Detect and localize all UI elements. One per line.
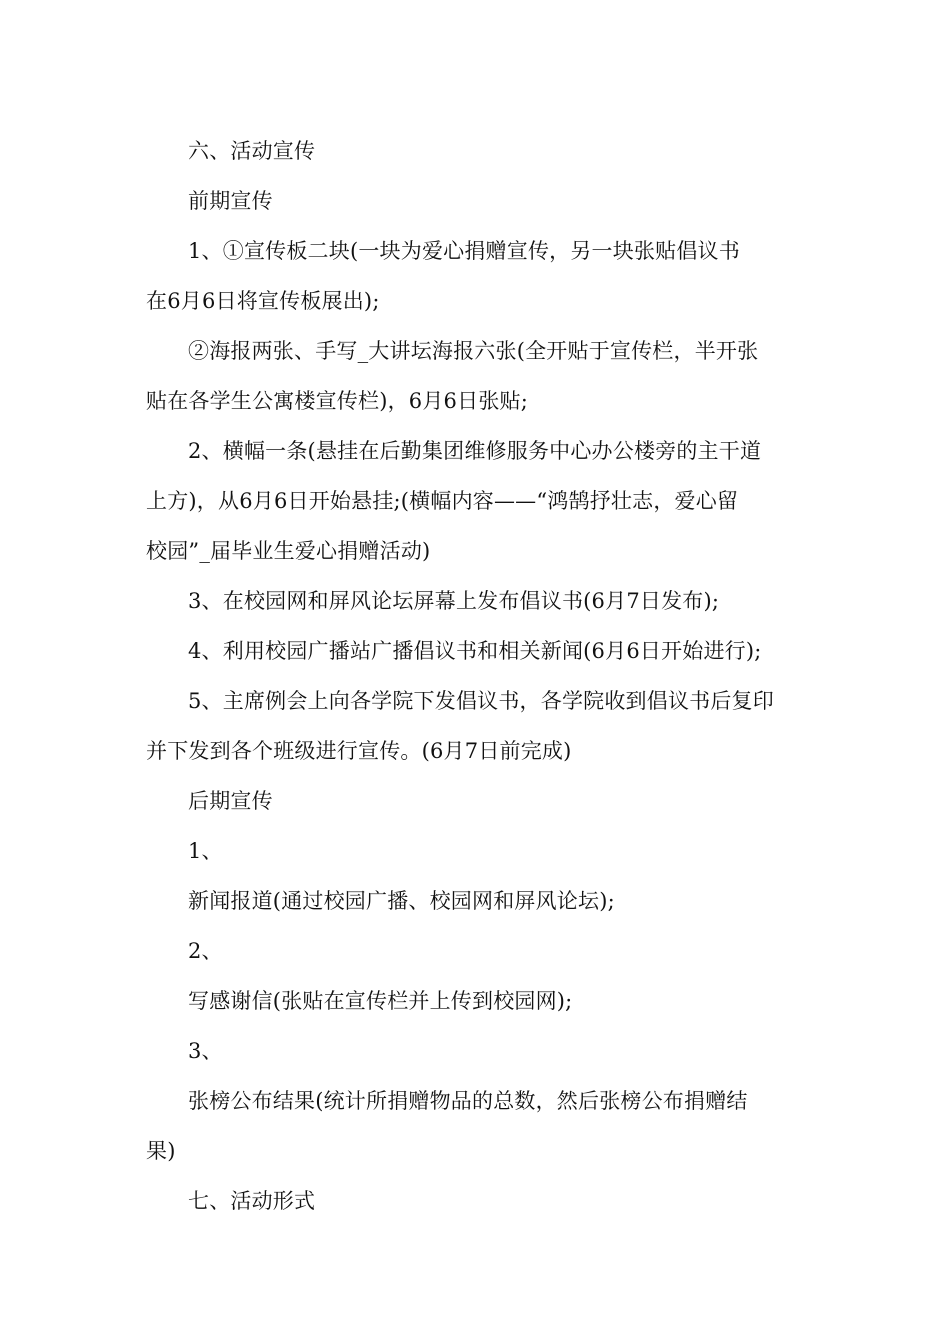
paragraph-line: 校园”_届毕业生爱心捐赠活动) [146,539,431,563]
paragraph-line: 新闻报道(通过校园广播、校园网和屏风论坛); [188,889,615,913]
paragraph-line: 1、①宣传板二块(一块为爱心捐赠宣传，另一块张贴倡议书 [188,239,740,263]
paragraph-line: 张榜公布结果(统计所捐赠物品的总数，然后张榜公布捐赠结 [188,1089,748,1113]
list-number: 3、 [188,1039,223,1063]
paragraph-line: 3、在校园网和屏风论坛屏幕上发布倡议书(6月7日发布); [188,589,720,613]
paragraph-line: ②海报两张、手写_大讲坛海报六张(全开贴于宣传栏，半开张 [188,339,759,363]
subheading-early-publicity: 前期宣传 [188,189,273,213]
paragraph-line: 贴在各学生公寓楼宣传栏)，6月6日张贴; [146,389,528,413]
list-number: 1、 [188,839,223,863]
paragraph-line: 并下发到各个班级进行宣传。(6月7日前完成) [146,739,572,763]
section-heading-publicity: 六、活动宣传 [188,139,316,163]
section-heading-activity-form: 七、活动形式 [188,1189,316,1213]
paragraph-line: 2、横幅一条(悬挂在后勤集团维修服务中心办公楼旁的主干道 [188,439,762,463]
list-number: 2、 [188,939,223,963]
subheading-later-publicity: 后期宣传 [188,789,273,813]
paragraph-line: 果) [146,1139,176,1163]
paragraph-line: 上方)，从6月6日开始悬挂;(横幅内容——“鸿鹄抒壮志，爱心留 [146,489,739,513]
paragraph-line: 5、主席例会上向各学院下发倡议书，各学院收到倡议书后复印 [188,689,774,713]
paragraph-line: 在6月6日将宣传板展出); [146,289,380,313]
paragraph-line: 写感谢信(张贴在宣传栏并上传到校园网); [188,989,573,1013]
paragraph-line: 4、利用校园广播站广播倡议书和相关新闻(6月6日开始进行); [188,639,762,663]
